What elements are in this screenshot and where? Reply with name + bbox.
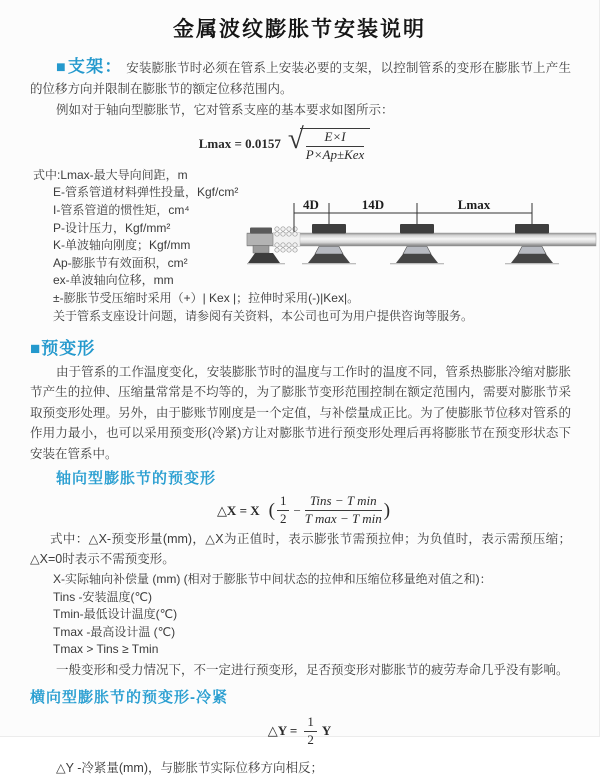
definition-line: Ap-膨胀节有效面积，cm² [53, 255, 188, 270]
lateral-formula-lhs: △Y = [267, 723, 298, 739]
definition-line: 式中:Lmax-最大导向间距，m [33, 167, 188, 182]
variable-line: Tmax > Tins ≥ Tmin [53, 642, 159, 657]
preform-section-heading [30, 334, 599, 359]
lateral-preform-heading: 横向型膨胀节的预变形-冷紧 [30, 688, 228, 706]
support-example-line: 例如对于轴向型膨胀节，它对管系支座的基本要求如图所示： [56, 103, 394, 117]
axial-explain-paragraph: 式中：△X-预变形量(mm)，△X为正值时，表示膨张节需预拉伸；为负值时，表示需预压缩；△X=0时表示不需预变形。 [30, 532, 571, 567]
fraction-denominator: 2 [279, 511, 287, 527]
bellows-icon [273, 227, 300, 252]
dim-label-4d: 4D [303, 196, 319, 212]
support-section-heading [56, 57, 123, 76]
axial-preform-heading: 轴向型膨胀节的预变形 [56, 470, 217, 488]
plus-minus-note: ±-膨胀节受压缩时采用（+）| Kex |；拉伸时采用(-)|Kex|。 [53, 291, 360, 306]
axial-variable-list [53, 571, 599, 659]
minus-sign: − [293, 502, 301, 518]
lmax-formula-lhs: Lmax = 0.0157 [198, 135, 281, 151]
definition-line: I-管系管道的惯性矩，cm⁴ [53, 203, 190, 218]
lmax-formula-radical [288, 125, 370, 163]
definition-line: ex-单波轴向位移，mm [53, 273, 174, 288]
variable-line: Tmin-最低设计温度(℃) [53, 607, 178, 622]
lateral-formula-rhs: Y [321, 723, 332, 739]
definition-line: K-单波轴向刚度；Kgf/mm [53, 238, 191, 253]
variable-line: Tmax -最高设计温 (℃) [53, 624, 176, 639]
fraction-numerator: 1 [277, 494, 290, 511]
radical-sign-icon: √ [287, 123, 304, 155]
dim-label-14d: 14D [361, 196, 385, 212]
preform-heading-label: 预变形 [41, 338, 96, 358]
support-heading-label: 支架： [67, 57, 123, 76]
fraction-numerator: Tins − T min [305, 494, 382, 511]
fraction-denominator: T max − T min [304, 511, 382, 527]
definition-line: E-管系管道材料弹性投量，Kgf/cm² [53, 185, 239, 200]
pipe-support-diagram [247, 195, 599, 295]
fraction-numerator: 1 [304, 715, 317, 732]
left-paren: ( [268, 499, 275, 521]
section-square-icon: ■ [56, 59, 67, 76]
dim-label-lmax: Lmax [457, 196, 491, 212]
page-title: 金属波纹膨胀节安装说明 [173, 18, 426, 41]
section-square-icon: ■ [30, 338, 42, 358]
axial-note: 一般变形和受力情况下，不一定进行预变形，足否预变形对膨胀节的疲劳寿命几乎没有影响。 [56, 662, 569, 677]
lmax-formula-numerator: E×I [306, 130, 365, 147]
right-paren: ) [383, 499, 391, 521]
variable-line: Tins -安装温度(℃) [53, 589, 153, 604]
definitions-and-diagram-block [33, 167, 599, 326]
lateral-note: △Y -冷紧量(mm)，与膨胀节实际位移方向相反； [56, 760, 324, 775]
lmax-formula [0, 125, 569, 163]
axial-formula-lhs: △X = X [216, 502, 260, 518]
one-half-fraction [277, 494, 290, 527]
fraction-denominator: 2 [307, 731, 314, 747]
one-half-fraction [304, 715, 317, 748]
variable-line: X-实际轴向补偿量 (mm) (相对于膨胀节中间状态的拉伸和压缩位移量绝对值之和)： [53, 572, 492, 587]
temperature-fraction [305, 494, 382, 527]
support-intro-paragraph [30, 56, 571, 100]
preform-paragraph: 由于管系的工作温度变化，安装膨胀节时的温度与工作时的温度不同，管系热膨胀冷缩对膨胀节产生的拉伸、压缩量常常是不均等的，为了膨胀节变形范围控制在额定范围内，需要对膨胀节采取预变形处理。另外，由于膨账节刚度是一个定值，与补偿量成正比。为了使膨胀节位移对管系的作用力最小，也可以采用预变形(冷紧)方让对膨胀节进行预变形处理后再将膨胀节在预变形状态下安装在管系中。 [30, 364, 571, 461]
lateral-preform-formula [0, 715, 599, 748]
definition-line: P-设计压力，Kgf/mm² [53, 220, 171, 235]
support-intro-text: 安装膨胀节时必须在管系上安装必要的支架，以控制管系的变形在膨胀节上产生的位移方向并限制在膨胀节的额定位移范围内。 [30, 61, 571, 96]
lmax-formula-denominator: P×Ap±Kex [305, 146, 365, 162]
consulting-note: 关于管系支座设计问题，请参阅有关资料，本公司也可为用户提供咨询等服务。 [53, 308, 474, 323]
axial-preform-formula [10, 494, 599, 527]
